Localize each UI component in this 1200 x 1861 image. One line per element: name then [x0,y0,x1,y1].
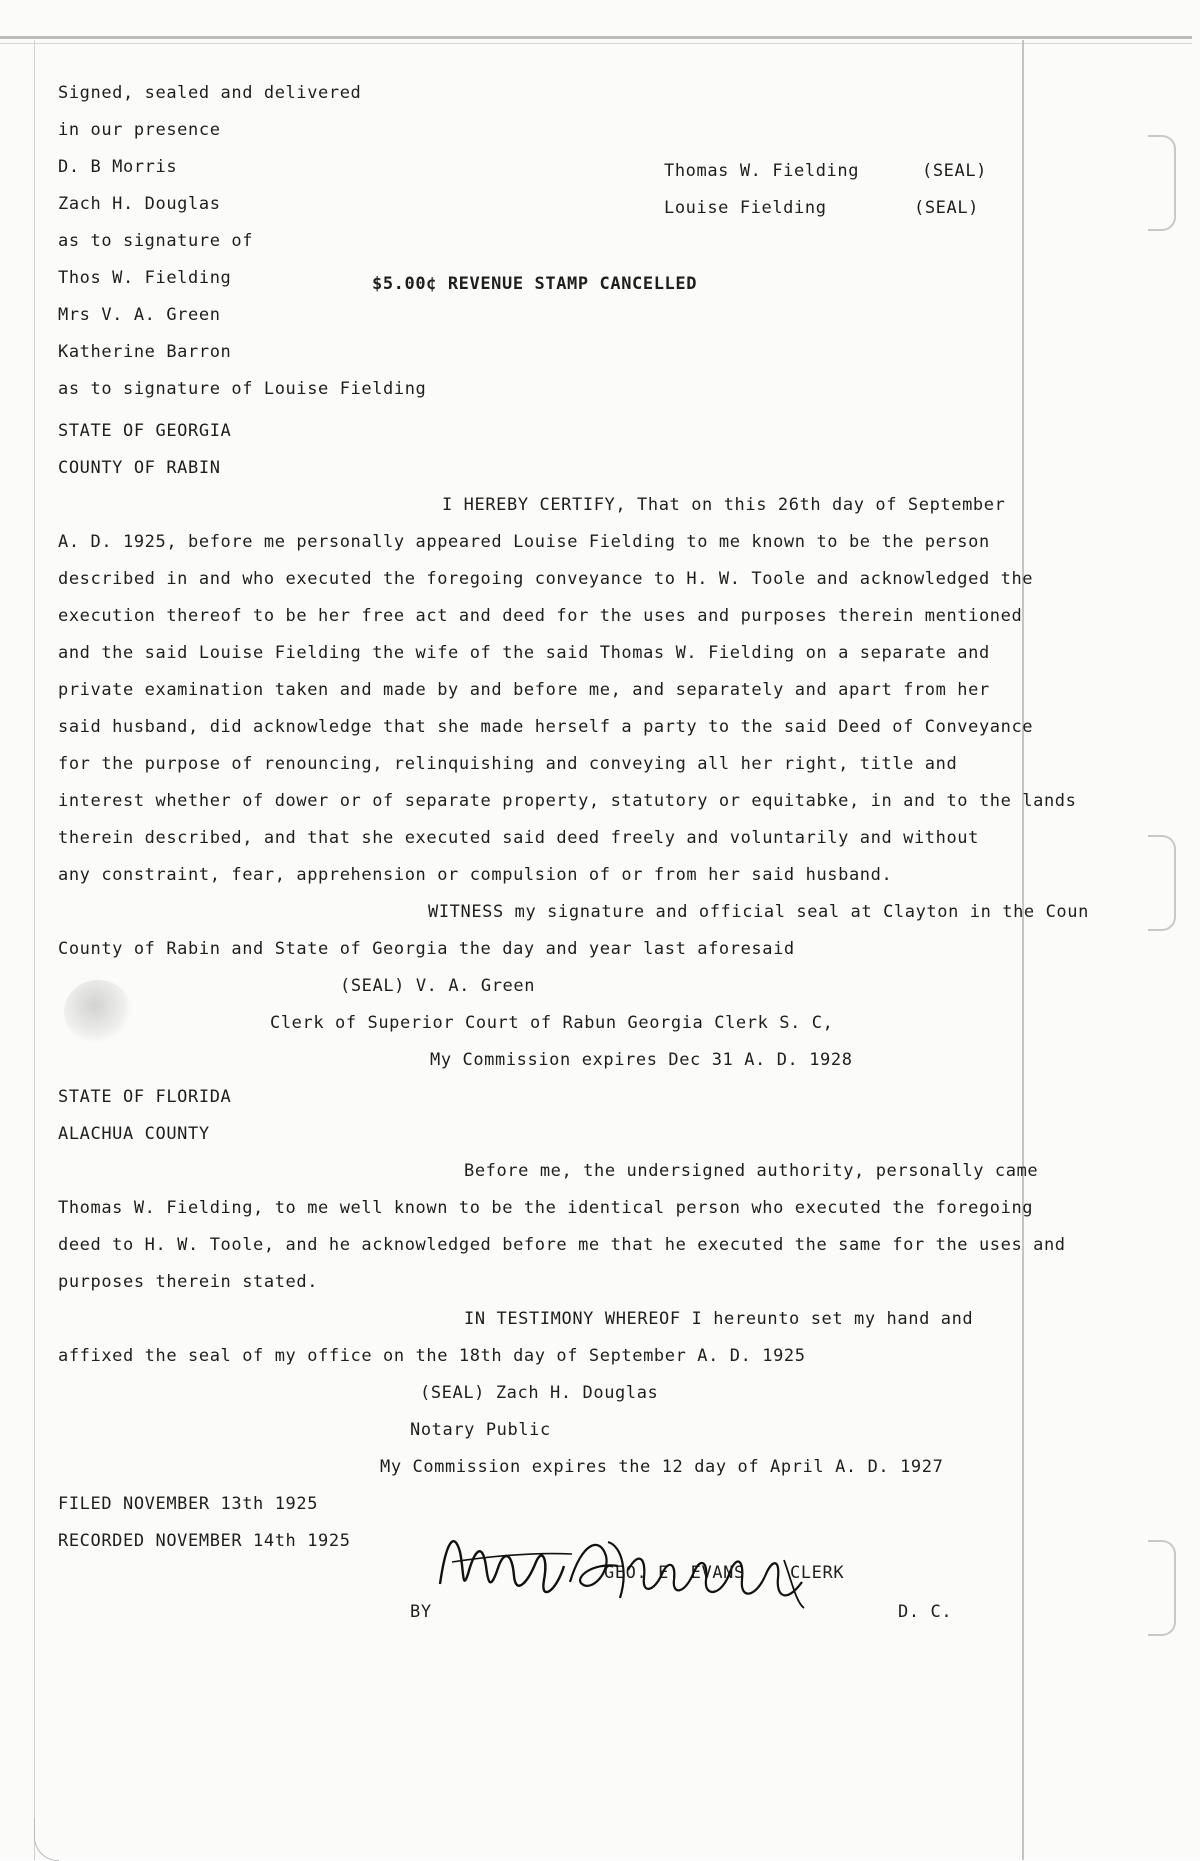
fl-line-testimony: IN TESTIMONY WHEREOF I hereunto set my hand and [464,1309,974,1329]
seal-impression-smudge [64,980,132,1044]
ga-line-witness: WITNESS my signature and official seal at Clayton in the Coun [428,902,1089,922]
in-presence-line: in our presence [58,120,221,140]
fl-line-2: Thomas W. Fielding, to me well known to be the identical person who executed the foregoing [58,1198,1034,1218]
page-left-edge [34,40,35,1860]
as-to-signature-louise: as to signature of Louise Fielding [58,379,427,399]
witness-morris: D. B Morris [58,157,178,177]
page-right-edge [1022,40,1024,1860]
alachua-county: ALACHUA COUNTY [58,1124,210,1144]
ga-line-6: private examination taken and made by and before me, and separately and apart from her [58,680,990,700]
ga-line-7: said husband, did acknowledge that she made herself a party to the said Deed of Conveyance [58,717,1034,737]
binder-ring-top [1148,135,1176,231]
binder-ring-middle [1148,835,1176,931]
state-of-florida: STATE OF FLORIDA [58,1087,232,1107]
ga-line-2: A. D. 1925, before me personally appeared Louise Fielding to me known to be the person [58,532,990,552]
witness-green: Mrs V. A. Green [58,305,221,325]
grantor-thomas-seal: (SEAL) [922,161,988,181]
state-of-georgia: STATE OF GEORGIA [58,421,232,441]
deputy-clerk-label: D. C. [898,1602,953,1622]
county-of-rabin: COUNTY OF RABIN [58,458,221,478]
page-corner-curl [34,1818,59,1861]
page-top-edge [0,36,1192,39]
ga-line-5: and the said Louise Fielding the wife of the said Thomas W. Fielding on a separate and [58,643,990,663]
fl-line-4: purposes therein stated. [58,1272,319,1292]
page-top-edge-line [0,43,1192,44]
grantor-thomas-fielding: Thomas W. Fielding [664,161,860,181]
by-label: BY [410,1602,432,1622]
ga-line-8: for the purpose of renouncing, relinquishing and conveying all her right, title and [58,754,958,774]
filed-date: FILED NOVEMBER 13th 1925 [58,1494,319,1514]
signed-sealed-line: Signed, sealed and delivered [58,83,362,103]
fl-line-6: affixed the seal of my office on the 18th day of September A. D. 1925 [58,1346,806,1366]
thos-fielding-line: Thos W. Fielding [58,268,232,288]
witness-barron: Katherine Barron [58,342,232,362]
ga-line-4: execution thereof to be her free act and deed for the uses and purposes therein mentioned [58,606,1023,626]
ga-line-1: I HEREBY CERTIFY, That on this 26th day of September [442,495,1006,515]
handwritten-signature [432,1522,830,1614]
ga-clerk-line: Clerk of Superior Court of Rabun Georgia Clerk S. C, [270,1013,834,1033]
as-to-signature-line: as to signature of [58,231,254,251]
fl-line-1: Before me, the undersigned authority, personally came [464,1161,1039,1181]
fl-commission-line: My Commission expires the 12 day of April A. D. 1927 [380,1457,944,1477]
ga-line-10: therein described, and that she executed said deed freely and voluntarily and without [58,828,979,848]
recorded-date: RECORDED NOVEMBER 14th 1925 [58,1531,351,1551]
grantor-louise-seal: (SEAL) [914,198,980,218]
ga-line-13: County of Rabin and State of Georgia the day and year last aforesaid [58,939,795,959]
clerk-title: CLERK [790,1563,845,1583]
clerk-name: GEO. E. EVANS [604,1563,745,1583]
fl-line-3: deed to H. W. Toole, and he acknowledged before me that he executed the same for the uses and [58,1235,1066,1255]
ga-commission-line: My Commission expires Dec 31 A. D. 1928 [430,1050,853,1070]
ga-line-11: any constraint, fear, apprehension or compulsion of or from her said husband. [58,865,893,885]
ga-line-3: described in and who executed the foregoing conveyance to H. W. Toole and acknowledged the [58,569,1034,589]
fl-seal-douglas: (SEAL) Zach H. Douglas [420,1383,659,1403]
binder-ring-bottom [1148,1540,1176,1636]
fl-notary-public: Notary Public [410,1420,551,1440]
grantor-louise-fielding: Louise Fielding [664,198,827,218]
ga-seal-green: (SEAL) V. A. Green [340,976,536,996]
ga-line-9: interest whether of dower or of separate property, statutory or equitabke, in and to the lands [58,791,1077,811]
witness-douglas: Zach H. Douglas [58,194,221,214]
revenue-stamp-line: $5.00¢ REVENUE STAMP CANCELLED [372,274,698,294]
